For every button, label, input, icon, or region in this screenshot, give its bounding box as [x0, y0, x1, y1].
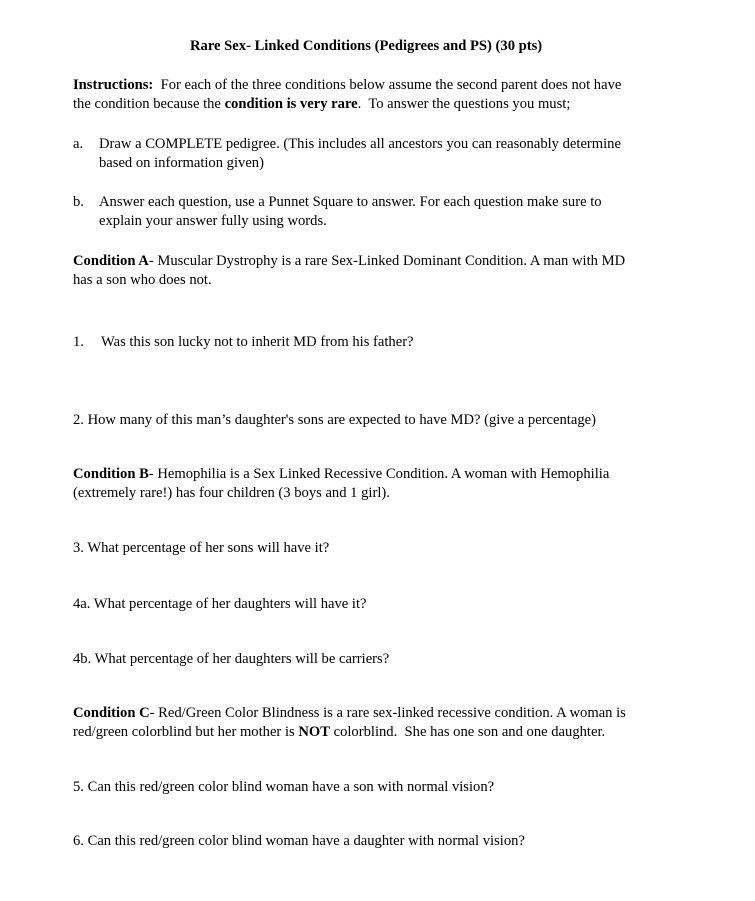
question-2: 2. How many of this man’s daughter's sons are expected to have MD? (give a percentage): [73, 412, 596, 428]
page-title: Rare Sex- Linked Conditions (Pedigrees and PS) (30 pts): [190, 38, 543, 54]
question-4a: 4a. What percentage of her daughters will have it?: [73, 596, 367, 612]
step-a-line-1: Draw a COMPLETE pedigree. (This includes all ancestors you can reasonably determine: [99, 136, 621, 152]
condition-a-line-2: has a son who does not.: [73, 272, 212, 288]
instructions-line-2: [73, 95, 570, 114]
instructions-text-1: For each of the three conditions below assume the second parent does not have: [153, 77, 622, 93]
condition-b-text-1: - Hemophilia is a Sex Linked Recessive Condition. A woman with Hemophilia: [148, 466, 610, 482]
condition-a-line-1: [73, 252, 625, 271]
step-a-marker: a.: [73, 136, 84, 152]
condition-c-line-2: [73, 723, 605, 742]
step-a-line-2: based on information given): [99, 155, 264, 171]
question-3: 3. What percentage of her sons will have it?: [73, 540, 330, 556]
condition-c-line-1: [73, 704, 626, 723]
instructions-label: Instructions:: [73, 77, 154, 93]
question-5: 5. Can this red/green color blind woman have a son with normal vision?: [73, 779, 495, 795]
question-6: 6. Can this red/green color blind woman have a daughter with normal vision?: [73, 833, 525, 849]
condition-c-text-1: - Red/Green Color Blindness is a rare sex-linked recessive condition. A woman is: [149, 705, 626, 721]
condition-c-label: Condition C: [73, 705, 150, 721]
condition-b-line-1: [73, 465, 609, 484]
question-1-marker: 1.: [73, 334, 84, 350]
condition-c-emphasis: NOT: [298, 724, 330, 740]
instructions-emphasis: condition is very rare: [224, 96, 358, 112]
step-b-line-1: Answer each question, use a Punnet Square to answer. For each question make sure to: [99, 194, 602, 210]
condition-b-label: Condition B: [73, 466, 149, 482]
condition-c-text-2a: red/green colorblind but her mother is: [73, 724, 299, 740]
step-b-line-2: explain your answer fully using words.: [99, 213, 327, 229]
instructions-line-1: [73, 76, 621, 95]
condition-b-line-2: (extremely rare!) has four children (3 boys and 1 girl).: [73, 485, 390, 501]
question-4b: 4b. What percentage of her daughters will be carriers?: [73, 651, 390, 667]
step-b-marker: b.: [73, 194, 84, 210]
instructions-text-2b: . To answer the questions you must;: [357, 96, 571, 112]
question-1: Was this son lucky not to inherit MD from his father?: [101, 334, 414, 350]
condition-a-text-1: - Muscular Dystrophy is a rare Sex-Linked Dominant Condition. A man with MD: [148, 253, 626, 269]
instructions-text-2a: the condition because the: [73, 96, 225, 112]
condition-c-text-2b: colorblind. She has one son and one daughter.: [329, 724, 606, 740]
condition-a-label: Condition A: [73, 253, 149, 269]
